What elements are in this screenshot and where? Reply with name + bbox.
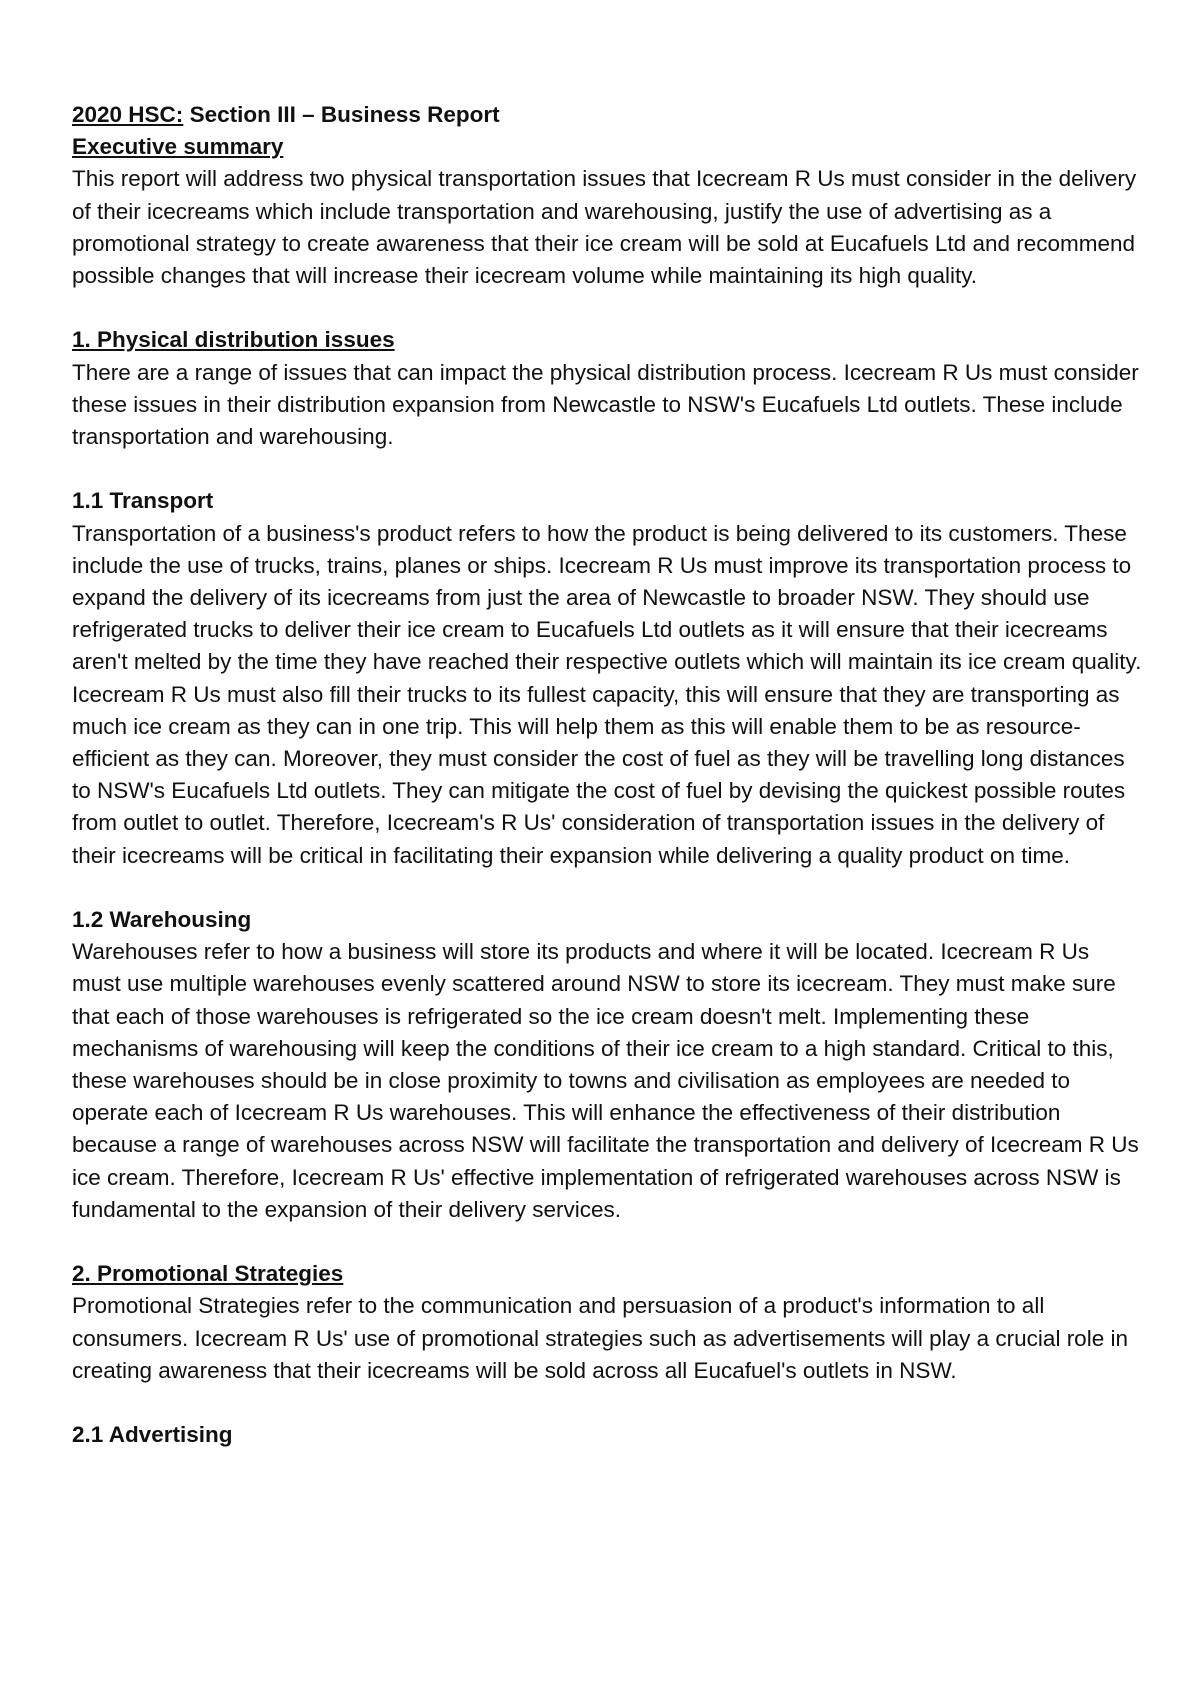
- title-prefix: 2020 HSC:: [72, 102, 184, 127]
- section-1-1-heading: 1.1 Transport: [72, 488, 214, 514]
- section-2-text: Promotional Strategies refer to the communication and persuasion of a product's information to all consumers. Icecream R Us' use of promotional strategies such as advertisements will play a crucial role in creating awareness that their icecreams will be sold across all Eucafuel's outlets in NSW.: [72, 1293, 1128, 1383]
- document-page: [72, 99, 1142, 1451]
- executive-summary-heading: Executive summary: [72, 134, 284, 160]
- section-1-1-text: Transportation of a business's product refers to how the product is being delivered to its customers. These include the use of trucks, trains, planes or ships. Icecream R Us must improve its transportation process to expand the delivery of its icecreams from just the area of Newcastle to broader NSW. They should use refrigerated trucks to deliver their ice cream to Eucafuels Ltd outlets as it will ensure that their icecreams aren't melted by the time they have reached their respective outlets which will maintain its ice cream quality. Icecream R Us must also fill their trucks to its fullest capacity, this will ensure that they are transporting as much ice cream as they can in one trip. This will help them as this will enable them to be as resource-efficient as they can. Moreover, they must consider the cost of fuel as they will be travelling long distances to NSW's Eucafuels Ltd outlets. They can mitigate the cost of fuel by devising the quickest possible routes from outlet to outlet. Therefore, Icecream's R Us' consideration of transportation issues in the delivery of their icecreams will be critical in facilitating their expansion while delivering a quality product on time.: [72, 520, 1142, 868]
- spacer: [72, 1226, 1142, 1258]
- spacer: [72, 1387, 1142, 1419]
- section-1-heading: 1. Physical distribution issues: [72, 327, 395, 353]
- spacer: [72, 292, 1142, 324]
- section-2-1-heading: 2.1 Advertising: [72, 1422, 233, 1448]
- document-title: [72, 99, 1142, 131]
- spacer: [72, 872, 1142, 904]
- section-1-text: There are a range of issues that can impact the physical distribution process. Icecream R Us must consider these issues in their distribution expansion from Newcastle to NSW's Eucafuels Ltd outlets. These include transportation and warehousing.: [72, 359, 1139, 450]
- section-1-2-heading: 1.2 Warehousing: [72, 907, 252, 933]
- spacer: [72, 453, 1142, 485]
- executive-summary-text: This report will address two physical transportation issues that Icecream R Us must consider in the delivery of their icecreams which include transportation and warehousing, justify the use of advertising as a promotional strategy to create awareness that their ice cream will be sold at Eucafuels Ltd and recommend possible changes that will increase their icecream volume while maintaining its high quality.: [72, 166, 1137, 289]
- title-rest: Section III – Business Report: [183, 102, 500, 127]
- section-2-heading: 2. Promotional Strategies: [72, 1261, 344, 1287]
- section-1-2-text: Warehouses refer to how a business will store its products and where it will be located. Icecream R Us must use multiple warehouses evenly scattered around NSW to store its icecream. They must make sure that each of those warehouses is refrigerated so the ice cream doesn't melt. Implementing these mechanisms of warehousing will keep the conditions of their ice cream to a high standard. Critical to this, these warehouses should be in close proximity to towns and civilisation as employees are needed to operate each of Icecream R Us warehouses. This will enhance the effectiveness of their distribution because a range of warehouses across NSW will facilitate the transportation and delivery of Icecream R Us ice cream. Therefore, Icecream R Us' effective implementation of refrigerated warehouses across NSW is fundamental to the expansion of their delivery services.: [72, 939, 1139, 1222]
